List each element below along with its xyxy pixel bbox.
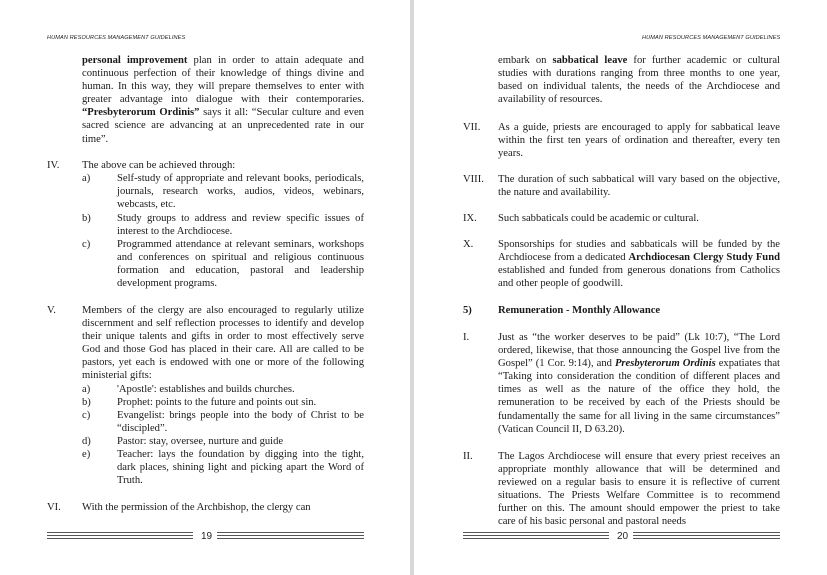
sub-item-text: Prophet: points to the future and points out sin. bbox=[117, 397, 317, 408]
paragraph-text: embark on bbox=[498, 55, 553, 66]
item-text bbox=[498, 238, 780, 290]
item-numeral: V. bbox=[47, 305, 56, 316]
item-numeral: IV. bbox=[47, 160, 60, 171]
continued-paragraph bbox=[82, 54, 364, 146]
item-text: With the permission of the Archbishop, the clergy can bbox=[82, 502, 311, 513]
item-numeral: I. bbox=[463, 332, 470, 343]
sub-item-text: Self-study of appropriate and relevant books, periodicals, journals, research works, audios, videos, webinars, webcasts, etc. bbox=[117, 173, 364, 211]
sub-item-text: 'Apostle': establishes and builds churches. bbox=[117, 384, 295, 395]
footer-rule-left bbox=[463, 532, 609, 541]
bold-term: Archdiocesan Clergy Study Fund bbox=[628, 252, 780, 264]
sub-item-label: b) bbox=[82, 397, 91, 408]
footer-rule-left bbox=[47, 532, 193, 541]
section-number: 5) bbox=[463, 305, 472, 316]
sub-item-label: c) bbox=[82, 239, 91, 250]
running-head: HUMAN RESOURCES MANAGEMENT GUIDELINES bbox=[642, 35, 781, 41]
item-numeral: IX. bbox=[463, 213, 477, 224]
continued-paragraph bbox=[498, 54, 780, 106]
item-text bbox=[498, 331, 780, 436]
running-head: HUMAN RESOURCES MANAGEMENT GUIDELINES bbox=[47, 35, 186, 41]
paragraph-text: says it all: “Secular culture and even sacred science are advancing at an unprecedented rate in our time”. bbox=[82, 107, 364, 145]
footer-rule-right bbox=[217, 532, 364, 541]
item-text: The duration of such sabbatical will vary based on the objective, the nature and availability. bbox=[498, 174, 780, 199]
sub-item-label: a) bbox=[82, 384, 91, 395]
item-numeral: VIII. bbox=[463, 174, 484, 185]
sub-item-label: c) bbox=[82, 410, 91, 421]
right-page bbox=[414, 0, 827, 575]
item-text: The Lagos Archdiocese will ensure that every priest receives an appropriate monthly allowance that will be determined and reviewed on a regular basis to ensure it is reflective of current situations. The Priests Welfare Committee is to recommend further on this. The amount should empower the priest to take care of his basic personal and pastoral needs bbox=[498, 451, 780, 528]
sub-item-text: Study groups to address and review specific issues of interest to the Archdiocese. bbox=[117, 213, 364, 238]
sub-item-label: a) bbox=[82, 173, 91, 184]
item-text: As a guide, priests are encouraged to apply for sabbatical leave within the first ten years of ordination and thereafter, every ten years. bbox=[498, 122, 780, 160]
paragraph-text: expatiates that “Taking into consideration the condition of different places and times as well as the nature of the office they hold, the remuneration to be received by each of the Priests should be fundamentally the same for all living in the same circumstances” (Vatican Council II, D 63.20). bbox=[498, 358, 781, 435]
item-numeral: X. bbox=[463, 239, 474, 250]
item-intro: Members of the clergy are also encouraged to regularly utilize discernment and self reflection processes to identify and develop their unique talents and gifts in order to most effectively serve God and those God has placed in their care. All are called to be pastors, yet each is endowed with one or more of the following ministerial gifts: bbox=[82, 305, 364, 382]
page-number: 19 bbox=[201, 531, 213, 542]
page-number: 20 bbox=[617, 531, 629, 542]
item-numeral: VII. bbox=[463, 122, 481, 133]
sub-item-label: b) bbox=[82, 213, 91, 224]
bold-term: sabbatical leave bbox=[552, 55, 628, 66]
sub-item-text: Programmed attendance at relevant seminars, workshops and conferences on spiritual and religious continuous formation and education, pastoral and leadership development programs. bbox=[117, 239, 364, 290]
section-heading: Remuneration - Monthly Allowance bbox=[498, 305, 661, 316]
paragraph-text: for further academic or cultural studies with durations ranging from three months to one year, based on individual talents, the needs of the Archdiocese and availability of resources. bbox=[498, 55, 780, 106]
item-intro: The above can be achieved through: bbox=[82, 160, 236, 171]
item-numeral: VI. bbox=[47, 502, 61, 513]
item-numeral: II. bbox=[463, 451, 473, 462]
paragraph-text: Sponsorships for studies and sabbaticals will be funded by the Archdiocese from a dedicated bbox=[498, 239, 780, 264]
paragraph-text: established and funded from generous donations from Catholics and other people of goodwill. bbox=[498, 265, 780, 290]
sub-item-label: e) bbox=[82, 449, 91, 460]
footer-rule-right bbox=[633, 532, 780, 541]
paragraph-text: Just as “the worker deserves to be paid” (Lk 10:7), “The Lord ordered, likewise, that those announcing the Gospel live from the Gospel” (1 Cor. 9:14), and bbox=[498, 332, 780, 370]
bold-term: “Presbyterorum Ordinis” bbox=[82, 107, 200, 119]
sub-item-text: Evangelist: brings people into the body of Christ to be “discipled”. bbox=[117, 410, 364, 435]
sub-item-text: Teacher: lays the foundation by digging into the tight, dark places, shining light and picking apart the Word of Truth. bbox=[117, 449, 364, 487]
sub-item-label: d) bbox=[82, 436, 91, 447]
bold-term: personal improvement bbox=[82, 55, 188, 66]
sub-item-text: Pastor: stay, oversee, nurture and guide bbox=[117, 436, 284, 447]
bold-term: Presbyterorum Ordinis bbox=[614, 358, 716, 370]
left-page bbox=[0, 0, 410, 575]
item-text: Such sabbaticals could be academic or cultural. bbox=[498, 213, 699, 224]
paragraph-text: plan in order to attain adequate and continuous perfection of their knowledge of things divine and human. In this way, they will prepare themselves to enter with greater advantage into dialogue with their contemporaries. bbox=[82, 55, 364, 106]
